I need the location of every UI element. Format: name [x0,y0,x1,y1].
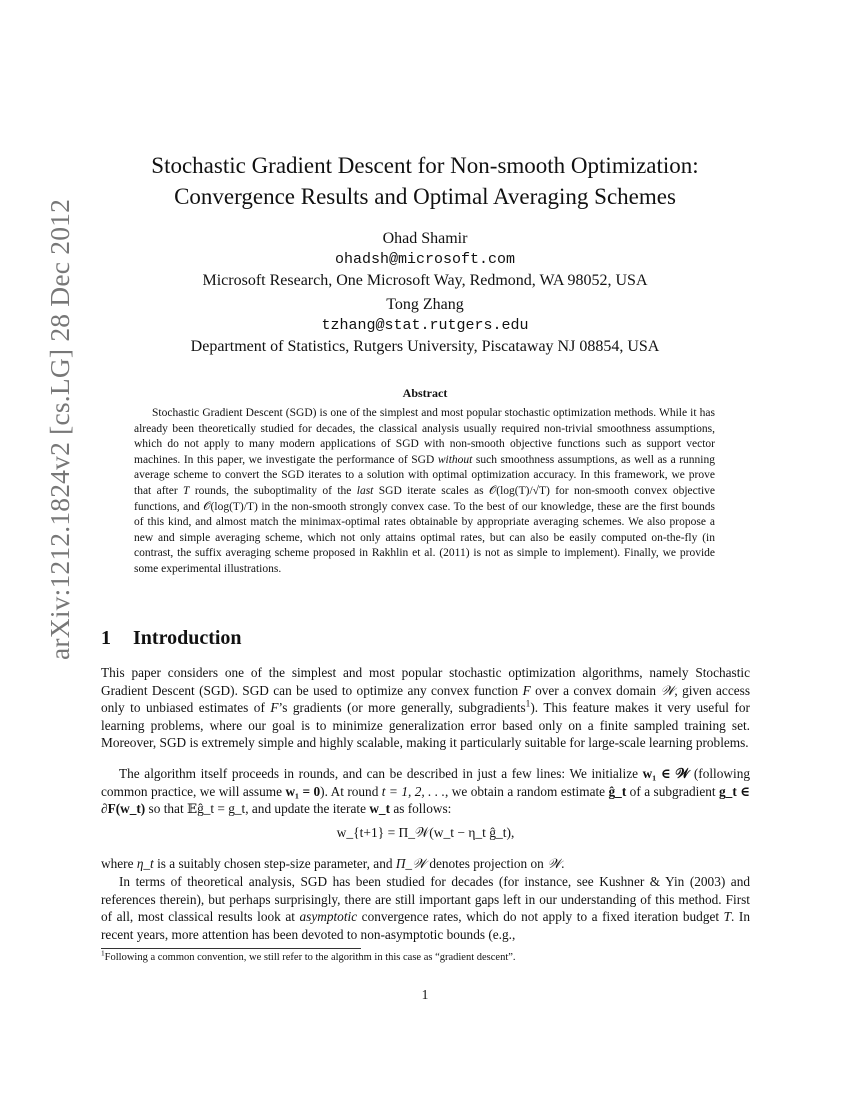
title-line-1: Stochastic Gradient Descent for Non-smooth Optimization: [151,153,699,178]
intro-paragraph-2: The algorithm itself proceeds in rounds, and can be described in just a few lines: We initialize w₁ ∈ 𝒲 (following common practice, we will assume w₁ = 0). At round t = 1, 2, . . ., we obtain a random estimate ĝ_t of a subgradient g_t ∈ ∂F(w_t) so that 𝔼ĝ_t = g_t, and update the iterate w_t as follows: [101,766,751,817]
update-equation: w_{t+1} = Π_𝒲(w_t − η_t ĝ_t), [336,825,515,840]
author-email[interactable]: tzhang@stat.rutgers.edu [321,317,529,334]
footnote-mark: 1 [101,948,105,958]
section-title: Introduction [133,627,242,649]
paper-title [100,150,750,212]
author-email[interactable]: ohadsh@microsoft.com [334,251,516,268]
math-expression: 𝒪(log(T)/T) [203,500,258,513]
section-heading [101,627,242,650]
footnote-ref[interactable]: 1 [525,699,531,710]
abstract-text: Stochastic Gradient Descent (SGD) is one of the simplest and most popular stochastic optimization methods. While it has already been theoretically studied for decades, the classical analysis usually required non-trivial smoothness assumptions, which do not apply to many modern applications of SGD with non-smooth objective functions such as support vector machines. In this paper, we investigate the performance of SGD without such smoothness assumptions, as well as a running average scheme to convert the SGD iterates to a solution with optimal optimization accuracy. In this framework, we prove that after T rounds, the suboptimality of the last SGD iterate scales as 𝒪(log(T)/√T) for non-smooth convex objective functions, and 𝒪(log(T)/T) in the non-smooth strongly convex case. To the best of our knowledge, these are the first bounds of this kind, and almost match the minimax-optimal rates obtainable by appropriate averaging schemes. We also propose a new and simple averaging scheme, which not only attains optimal rates, but can also be easily computed on-the-fly (in contrast, the suffix averaging scheme proposed in Rakhlin et al. (2011) is not as simple to implement). Finally, we provide some experimental illustrations. [134,407,716,575]
intro-paragraph-3: where η_t is a suitably chosen step-size parameter, and Π_𝒲 denotes projection on 𝒲. [101,856,565,871]
title-line-2: Convergence Results and Optimal Averaging Schemes [174,184,676,209]
intro-paragraph-4: In terms of theoretical analysis, SGD has been studied for decades (for instance, see Kushner & Yin (2003) and references therein), but perhaps surprisingly, there are still important gaps left in our understanding of this method. First of all, most classical results look at asymptotic convergence rates, which do not apply to a fixed iteration budget T. In recent years, more attention has been devoted to non-asymptotic bounds (e.g., [101,874,751,942]
footnote-text: Following a common convention, we still refer to the algorithm in this case as “gradient descent”. [104,952,516,963]
author-block-1 [100,228,750,291]
author-affiliation: Microsoft Research, One Microsoft Way, Redmond, WA 98052, USA [202,272,648,289]
intro-paragraph-1: This paper considers one of the simplest and most popular stochastic optimization algorithms, namely Stochastic Gradient Descent (SGD). SGD can be used to optimize any convex function F over a convex domain 𝒲, given access only to unbiased estimates of F’s gradients (or more generally, subgradients$^1$). This feature makes it very useful for learning problems, where our goal is to minimize generalization error based only on a finite sampled training set. Moreover, SGD is extremely simple and highly scalable, making it particularly suitable for large-scale learning problems. [101,665,750,751]
section-number: 1 [101,627,111,649]
author-block-2 [100,294,750,357]
abstract-heading: Abstract [402,386,448,400]
footnote [101,948,750,965]
page-number: 1 [421,987,429,1002]
math-expression: 𝒪(log(T)/√T) [489,484,550,497]
arxiv-identifier: arXiv:1212.1824v2 [cs.LG] 28 Dec 2012 [44,198,75,660]
author-name: Ohad Shamir [382,230,468,247]
author-affiliation: Department of Statistics, Rutgers University, Piscataway NJ 08854, USA [190,338,660,355]
author-name: Tong Zhang [386,296,464,313]
footnote-divider [101,948,361,949]
